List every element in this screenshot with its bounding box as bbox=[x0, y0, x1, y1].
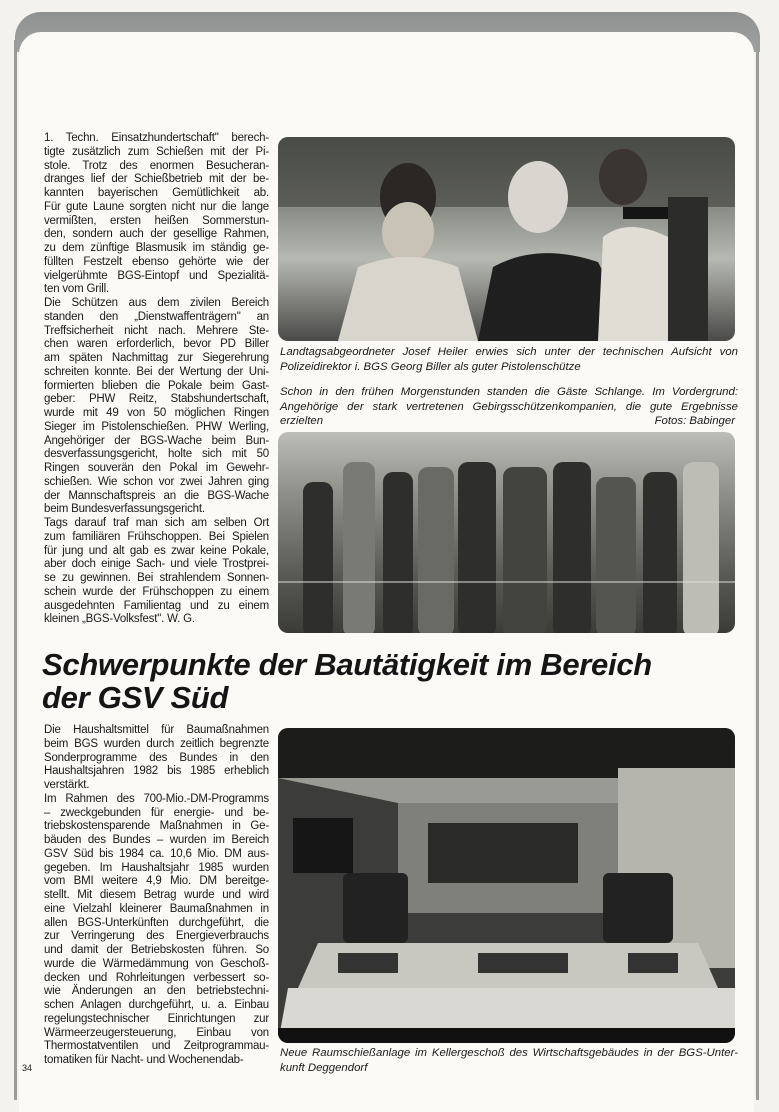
headline-line-2: der GSV Süd bbox=[42, 680, 229, 715]
text-line: chen waren erforderlich, bevor PD Biller bbox=[44, 338, 269, 351]
text-line: kleinen „BGS-Volksfest". W. G. bbox=[44, 613, 195, 626]
text-line: bäuden des Bundes – wurden im Bereich bbox=[44, 834, 269, 846]
text-line: kannten bayerischen Gemütlichkeit ab. bbox=[44, 187, 269, 199]
text-line: aber doch einige Sach- und viele Trostprei- bbox=[44, 558, 269, 571]
text-line: se zu gewinnen. Bei strahlendem Sonnen- bbox=[44, 572, 269, 584]
text-line: erzielten bbox=[280, 415, 324, 427]
text-line: schein wurde der Frühschoppen zu einem bbox=[44, 585, 269, 598]
text-line: Landtagsabgeordneter Josef Heiler erwies sich unter der technischen Aufsicht von bbox=[280, 346, 738, 358]
text-line: desverfassungsgericht, holte sich mit 50 bbox=[44, 448, 269, 461]
article-bottom-text bbox=[44, 724, 269, 1068]
text-line: 1. Techn. Einsatzhundertschaft" berech- bbox=[44, 132, 269, 144]
text-line: am späten Nachmittag zur Siegerehrung bbox=[44, 352, 269, 364]
text-line: für jung und alt gab es zwar keine Pokale, bbox=[44, 544, 269, 557]
text-line: Die Haushaltsmittel für Baumaßnahmen bbox=[44, 724, 269, 736]
text-line: Haushaltsjahren 1982 bis 1985 erheblich bbox=[44, 765, 269, 778]
text-line: den, sondern auch der gesellige Rahmen, bbox=[44, 228, 269, 241]
article-headline bbox=[42, 648, 652, 714]
photo-shooting-range-image bbox=[278, 728, 735, 1043]
text-line: Für gute Laune sorgten nicht nur die lange bbox=[44, 200, 269, 213]
text-line: dranges lief der Schießbetrieb mit der be- bbox=[44, 173, 269, 186]
text-line: der Mannschaftspreis an die BGS-Wache bbox=[44, 489, 269, 502]
text-line: ten vom Grill. bbox=[44, 283, 109, 296]
text-line: zu dem zünftige Blasmusik im ständig ge- bbox=[44, 242, 269, 254]
photo-queue-guests bbox=[278, 432, 735, 633]
text-line: zum familiären Frühschoppen. Bei Spielen bbox=[44, 530, 269, 543]
text-line: regelungstechnischer Einrichtungen zur bbox=[44, 1012, 269, 1025]
text-line: Ringen souverän den Pokal im Gewehr- bbox=[44, 462, 269, 474]
frame-border-left bbox=[14, 40, 17, 1100]
text-line: schießen. Wie schon vor zwei Jahren ging bbox=[44, 475, 269, 488]
text-line: Im Rahmen des 700-Mio.-DM-Programms bbox=[44, 792, 269, 805]
text-line: Die Schützen aus dem zivilen Bereich bbox=[44, 297, 269, 309]
photo-queue-guests-image bbox=[278, 432, 735, 633]
photo-pistol-shooting bbox=[278, 137, 735, 341]
text-line: füllten Festzelt ebenso gehörte wie der bbox=[44, 255, 269, 268]
text-line: schreiten konnte. Bei der Wertung der Uni- bbox=[44, 365, 269, 378]
text-line: ausgedehnten Familientag und zu einem bbox=[44, 599, 269, 612]
text-line: tomatiken für Nacht- und Wochenendab- bbox=[44, 1054, 244, 1066]
text-line: standen den „Dienstwaffenträgern" an bbox=[44, 310, 269, 323]
text-line: GSV Süd bis 1984 ca. 10,6 Mio. DM aus- bbox=[44, 847, 269, 860]
text-line: verstärkt. bbox=[44, 779, 90, 791]
text-line: wie Änderungen an den betriebstechni- bbox=[44, 985, 269, 998]
article-top-text bbox=[44, 132, 269, 627]
text-line: Tags darauf traf man sich am selben Ort bbox=[44, 517, 269, 529]
text-line: Angehöriger der BGS-Wache beim Bun- bbox=[44, 434, 269, 447]
text-line: triebskostensparende Maßnahmen in Ge- bbox=[44, 820, 269, 833]
photo-shooting-range bbox=[278, 728, 735, 1043]
text-line: Sonderprogramme des Bundes in den bbox=[44, 751, 269, 764]
text-line: wurde mit 49 von 50 möglichen Ringen bbox=[44, 407, 269, 419]
text-line: vielgerühmte BGS-Eintopf und Spezialitä- bbox=[44, 269, 269, 282]
frame-border-right bbox=[756, 40, 759, 1100]
text-line: Sieger im Pistolenschießen. PHW Werling, bbox=[44, 420, 269, 433]
text-line: Wärmeerzeugersteuerung, Einbau von bbox=[44, 1026, 269, 1039]
text-line: vermißten, ersten heißen Sommerstun- bbox=[44, 214, 269, 227]
text-line: geber: PHW Reitz, Stabshundertschaft, bbox=[44, 393, 269, 406]
text-line: eine Vielzahl kleinerer Baumaßnahmen in bbox=[44, 902, 269, 915]
text-line: stellt. Mit diesem Betrag wurde und wird bbox=[44, 889, 269, 901]
text-line: beim BGS wurden durch zeitlich begrenzte bbox=[44, 737, 269, 750]
photo1-caption bbox=[280, 345, 738, 374]
photo-pistol-shooting-image bbox=[278, 137, 735, 341]
headline-line-1: Schwerpunkte der Bautätigkeit im Bereich bbox=[42, 647, 652, 682]
text-line: stole. Trotz des enormen Besucheran- bbox=[44, 159, 269, 172]
text-line: und damit der Betriebskosten führen. So bbox=[44, 944, 269, 956]
photo3-caption bbox=[280, 1046, 738, 1075]
text-line: vom BMI weitere 4,9 Mio. DM bereitge- bbox=[44, 875, 269, 888]
text-line: schen Anlagen durchgeführt, u. a. Einbau bbox=[44, 999, 269, 1011]
text-line: wurde die Wärmedämmung von Geschoß- bbox=[44, 957, 269, 970]
text-line: tigte zusätzlich zum Schießen mit der Pi- bbox=[44, 145, 269, 158]
text-line: – zweckgebunden für energie- und be- bbox=[44, 806, 269, 819]
text-line: gegeben. Im Haushaltsjahr 1985 wurden bbox=[44, 861, 269, 874]
text-line: kunft Deggendorf bbox=[280, 1061, 368, 1074]
text-line: zur Verringerung des Energieverbrauchs bbox=[44, 930, 269, 943]
text-line: Neue Raumschießanlage im Kellergeschoß des Wirtschaftsgebäudes in der BGS-Unter- bbox=[280, 1047, 738, 1059]
text-line: allen BGS-Unterkünften durchgeführt, die bbox=[44, 916, 269, 929]
page-number: 34 bbox=[22, 1063, 33, 1073]
text-line: Angehörige der stark vertretenen Gebirgsschützenkompanien, die gute Ergebnisse bbox=[280, 400, 738, 413]
text-line: Thermostatventilen und Zeitprogrammau- bbox=[44, 1040, 269, 1053]
photo-credit: Fotos: Babinger bbox=[654, 415, 735, 427]
text-line: Polizeidirektor i. BGS Georg Biller als guter Pistolenschütze bbox=[280, 360, 581, 373]
text-line: decken und Rohrleitungen verbessert so- bbox=[44, 971, 269, 984]
text-line: beim Bundesverfassungsgericht. bbox=[44, 503, 205, 516]
text-line: formierten blieben die Pokale beim Gast- bbox=[44, 379, 269, 392]
text-line: Schon in den frühen Morgenstunden standen die Gäste Schlange. Im Vordergrund: bbox=[280, 386, 738, 398]
text-line: Treffsicherheit nicht nach. Mehrere Ste- bbox=[44, 324, 269, 337]
